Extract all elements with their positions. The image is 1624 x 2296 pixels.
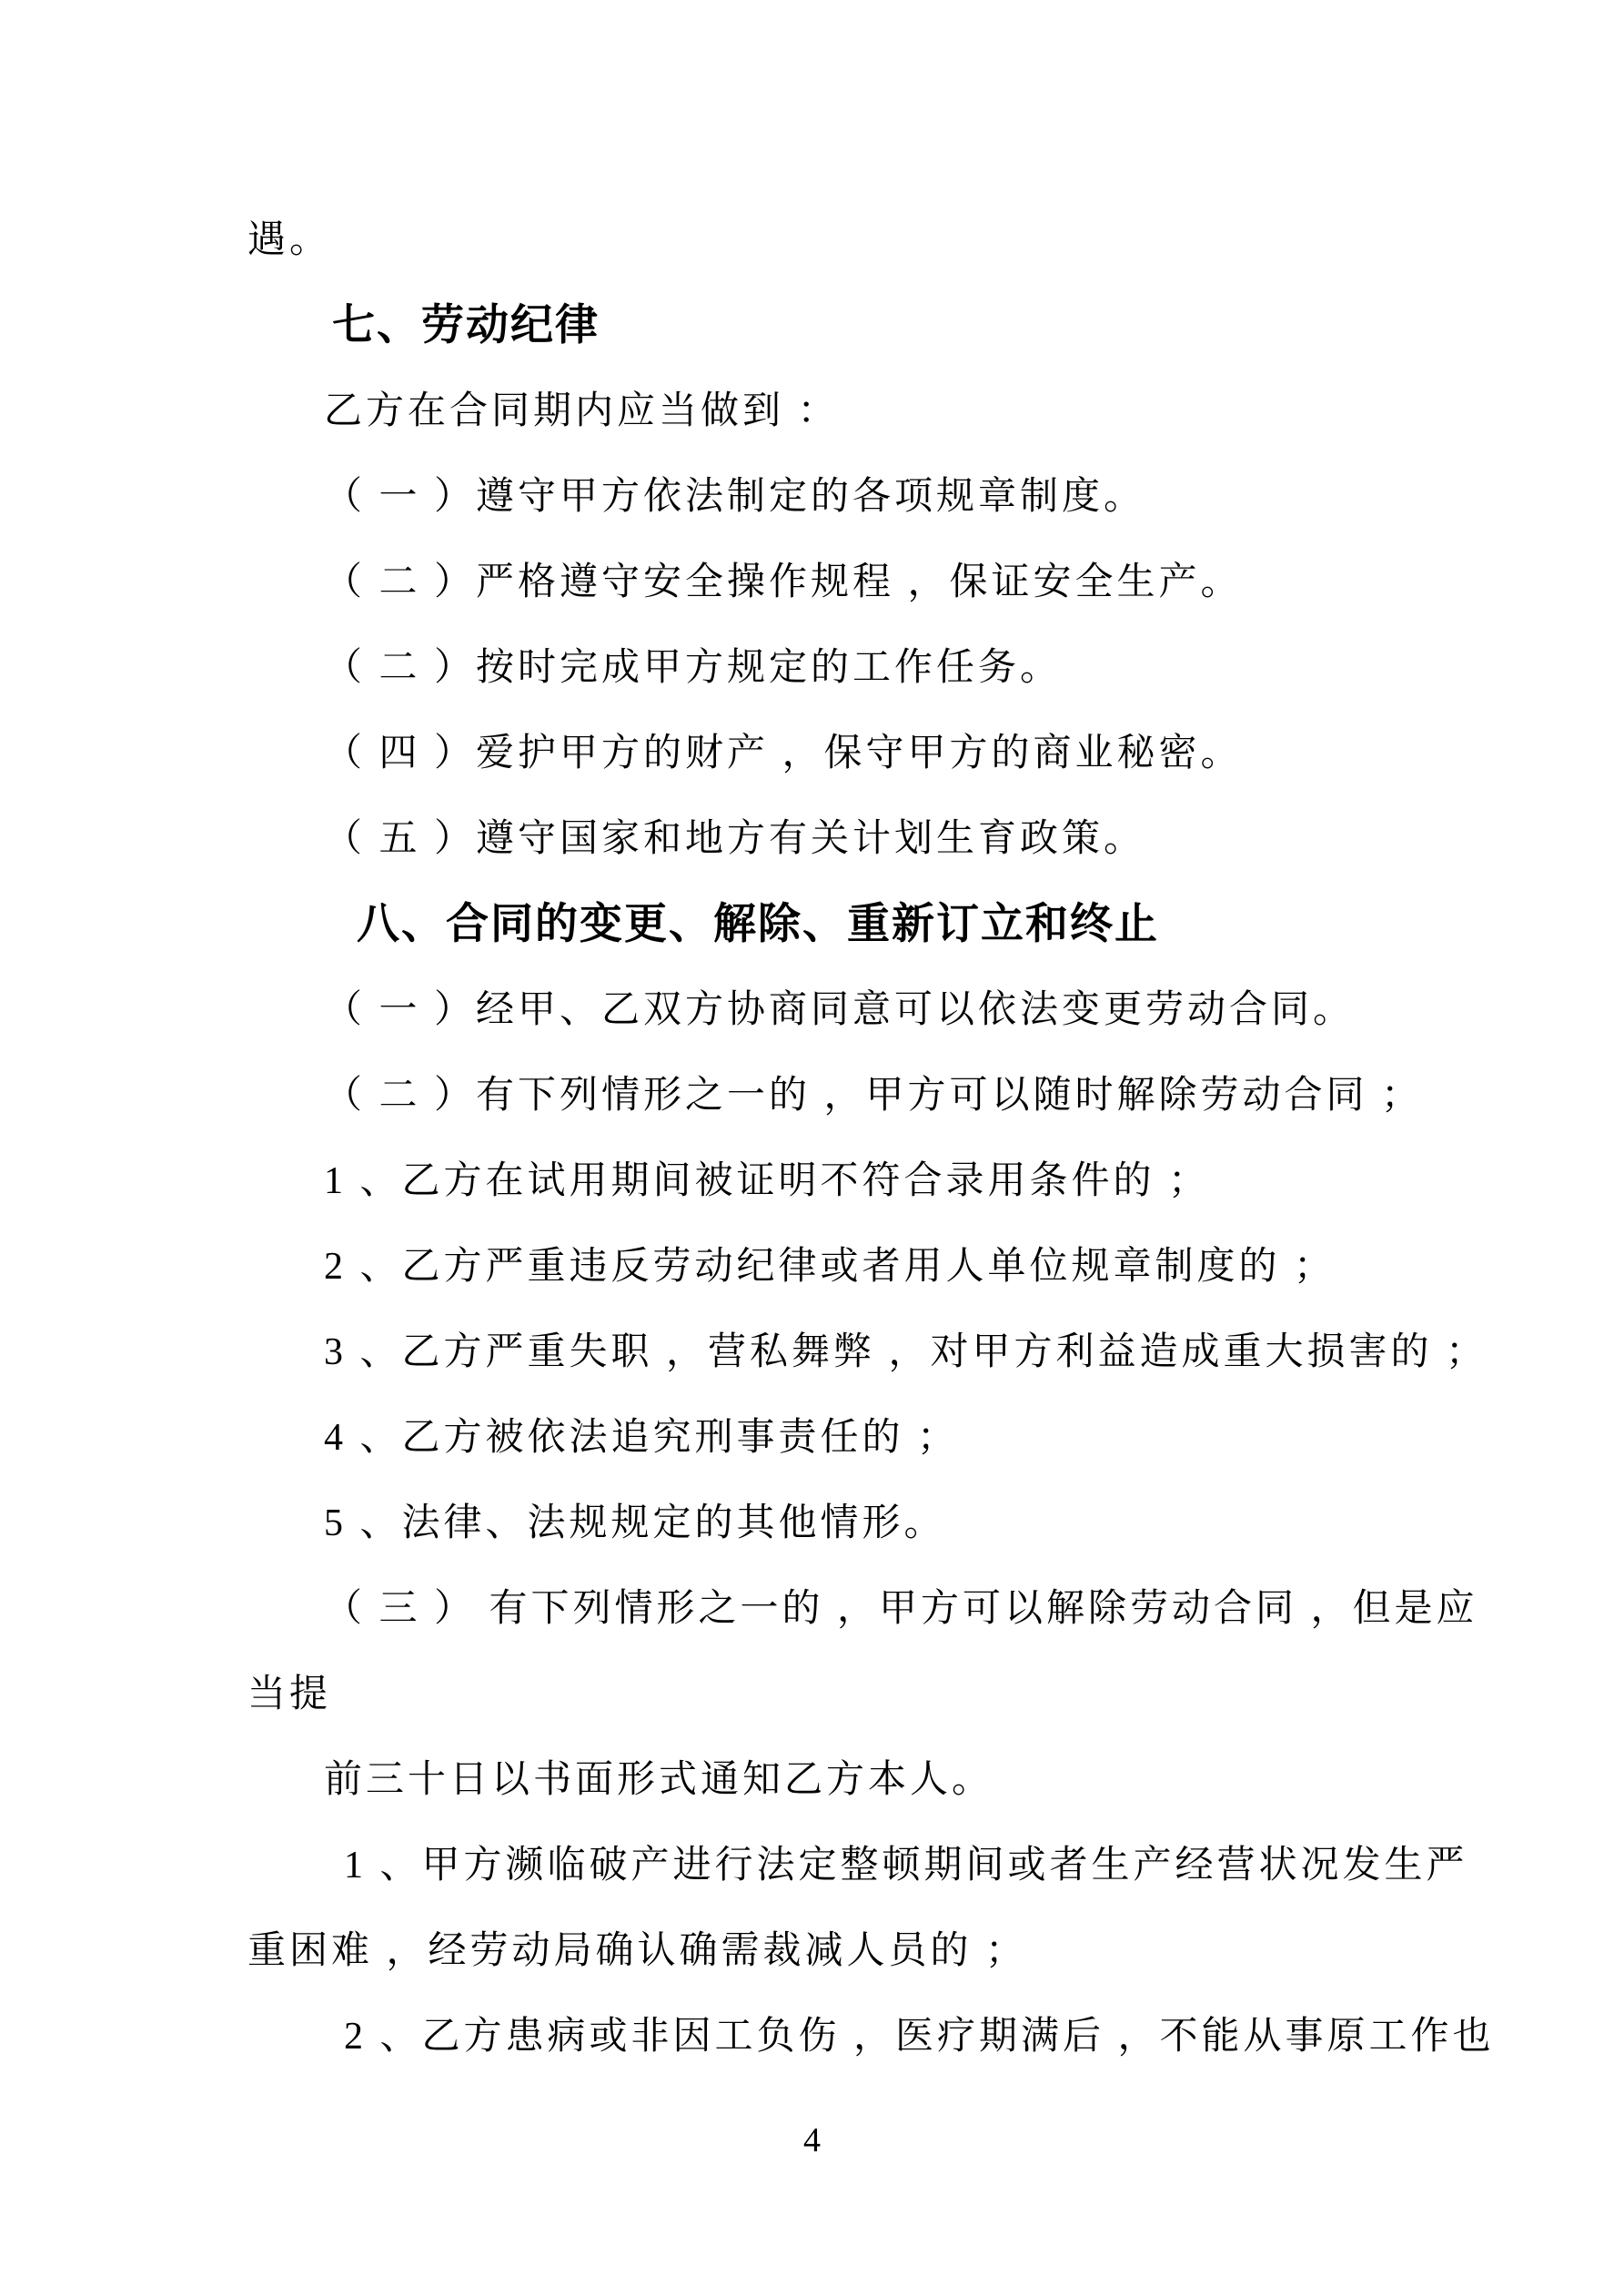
document-line: 前三十日以书面形式通知乙方本人。: [324, 1759, 994, 1801]
section-heading: 七、劳动纪律: [332, 302, 600, 349]
document-line: （ 二 ）按时完成甲方规定的工作任务。: [324, 647, 1063, 689]
page-number: 4: [803, 2121, 821, 2159]
document-line: （ 一 ）遵守甲方依法制定的各项规章制度。: [324, 476, 1146, 518]
document-line: （ 三 ） 有下列情形之一的 ，甲方可以解除劳动合同 ，但是应: [324, 1588, 1478, 1630]
document-line: 1 、乙方在试用期间被证明不符合录用条件的 ；: [324, 1160, 1211, 1202]
document-line: 4 、乙方被依法追究刑事责任的 ；: [324, 1417, 960, 1459]
document-line: （ 五 ）遵守国家和地方有关计划生育政策。: [324, 818, 1146, 860]
document-line: 重困难 ，经劳动局确认确需裁减人员的 ；: [247, 1930, 1028, 1972]
document-line: 当提: [247, 1674, 332, 1715]
document-line: （ 一 ）经甲、乙双方协商同意可以依法变更劳动合同。: [324, 989, 1356, 1031]
document-line: 1 、甲方濒临破产进行法定整顿期间或者生产经营状况发生严: [344, 1845, 1468, 1886]
document-line: 2 、乙方患病或非因工负伤 ，医疗期满后 ，不能从事原工作也: [344, 2016, 1495, 2058]
document-line: 3 、乙方严重失职 ，营私舞弊 ，对甲方利益造成重大损害的 ；: [324, 1331, 1488, 1373]
document-line: 遇。: [247, 219, 332, 261]
section-heading: 八、合同的变更、解除、重新订立和终止: [357, 901, 1159, 948]
document-line: （ 四 ）爱护甲方的财产 ，保守甲方的商业秘密。: [324, 733, 1243, 774]
document-line: 2 、乙方严重违反劳动纪律或者用人单位规章制度的 ；: [324, 1246, 1337, 1288]
document-line: （ 二 ）严格遵守安全操作规程 ，保证安全生产。: [324, 561, 1243, 603]
document-line: 乙方在合同期内应当做到 ：: [324, 390, 840, 432]
document-line: （ 二 ）有下列情形之一的 ，甲方可以随时解除劳动合同 ；: [324, 1075, 1424, 1117]
document-line: 5 、法律、法规规定的其他情形。: [324, 1502, 946, 1544]
